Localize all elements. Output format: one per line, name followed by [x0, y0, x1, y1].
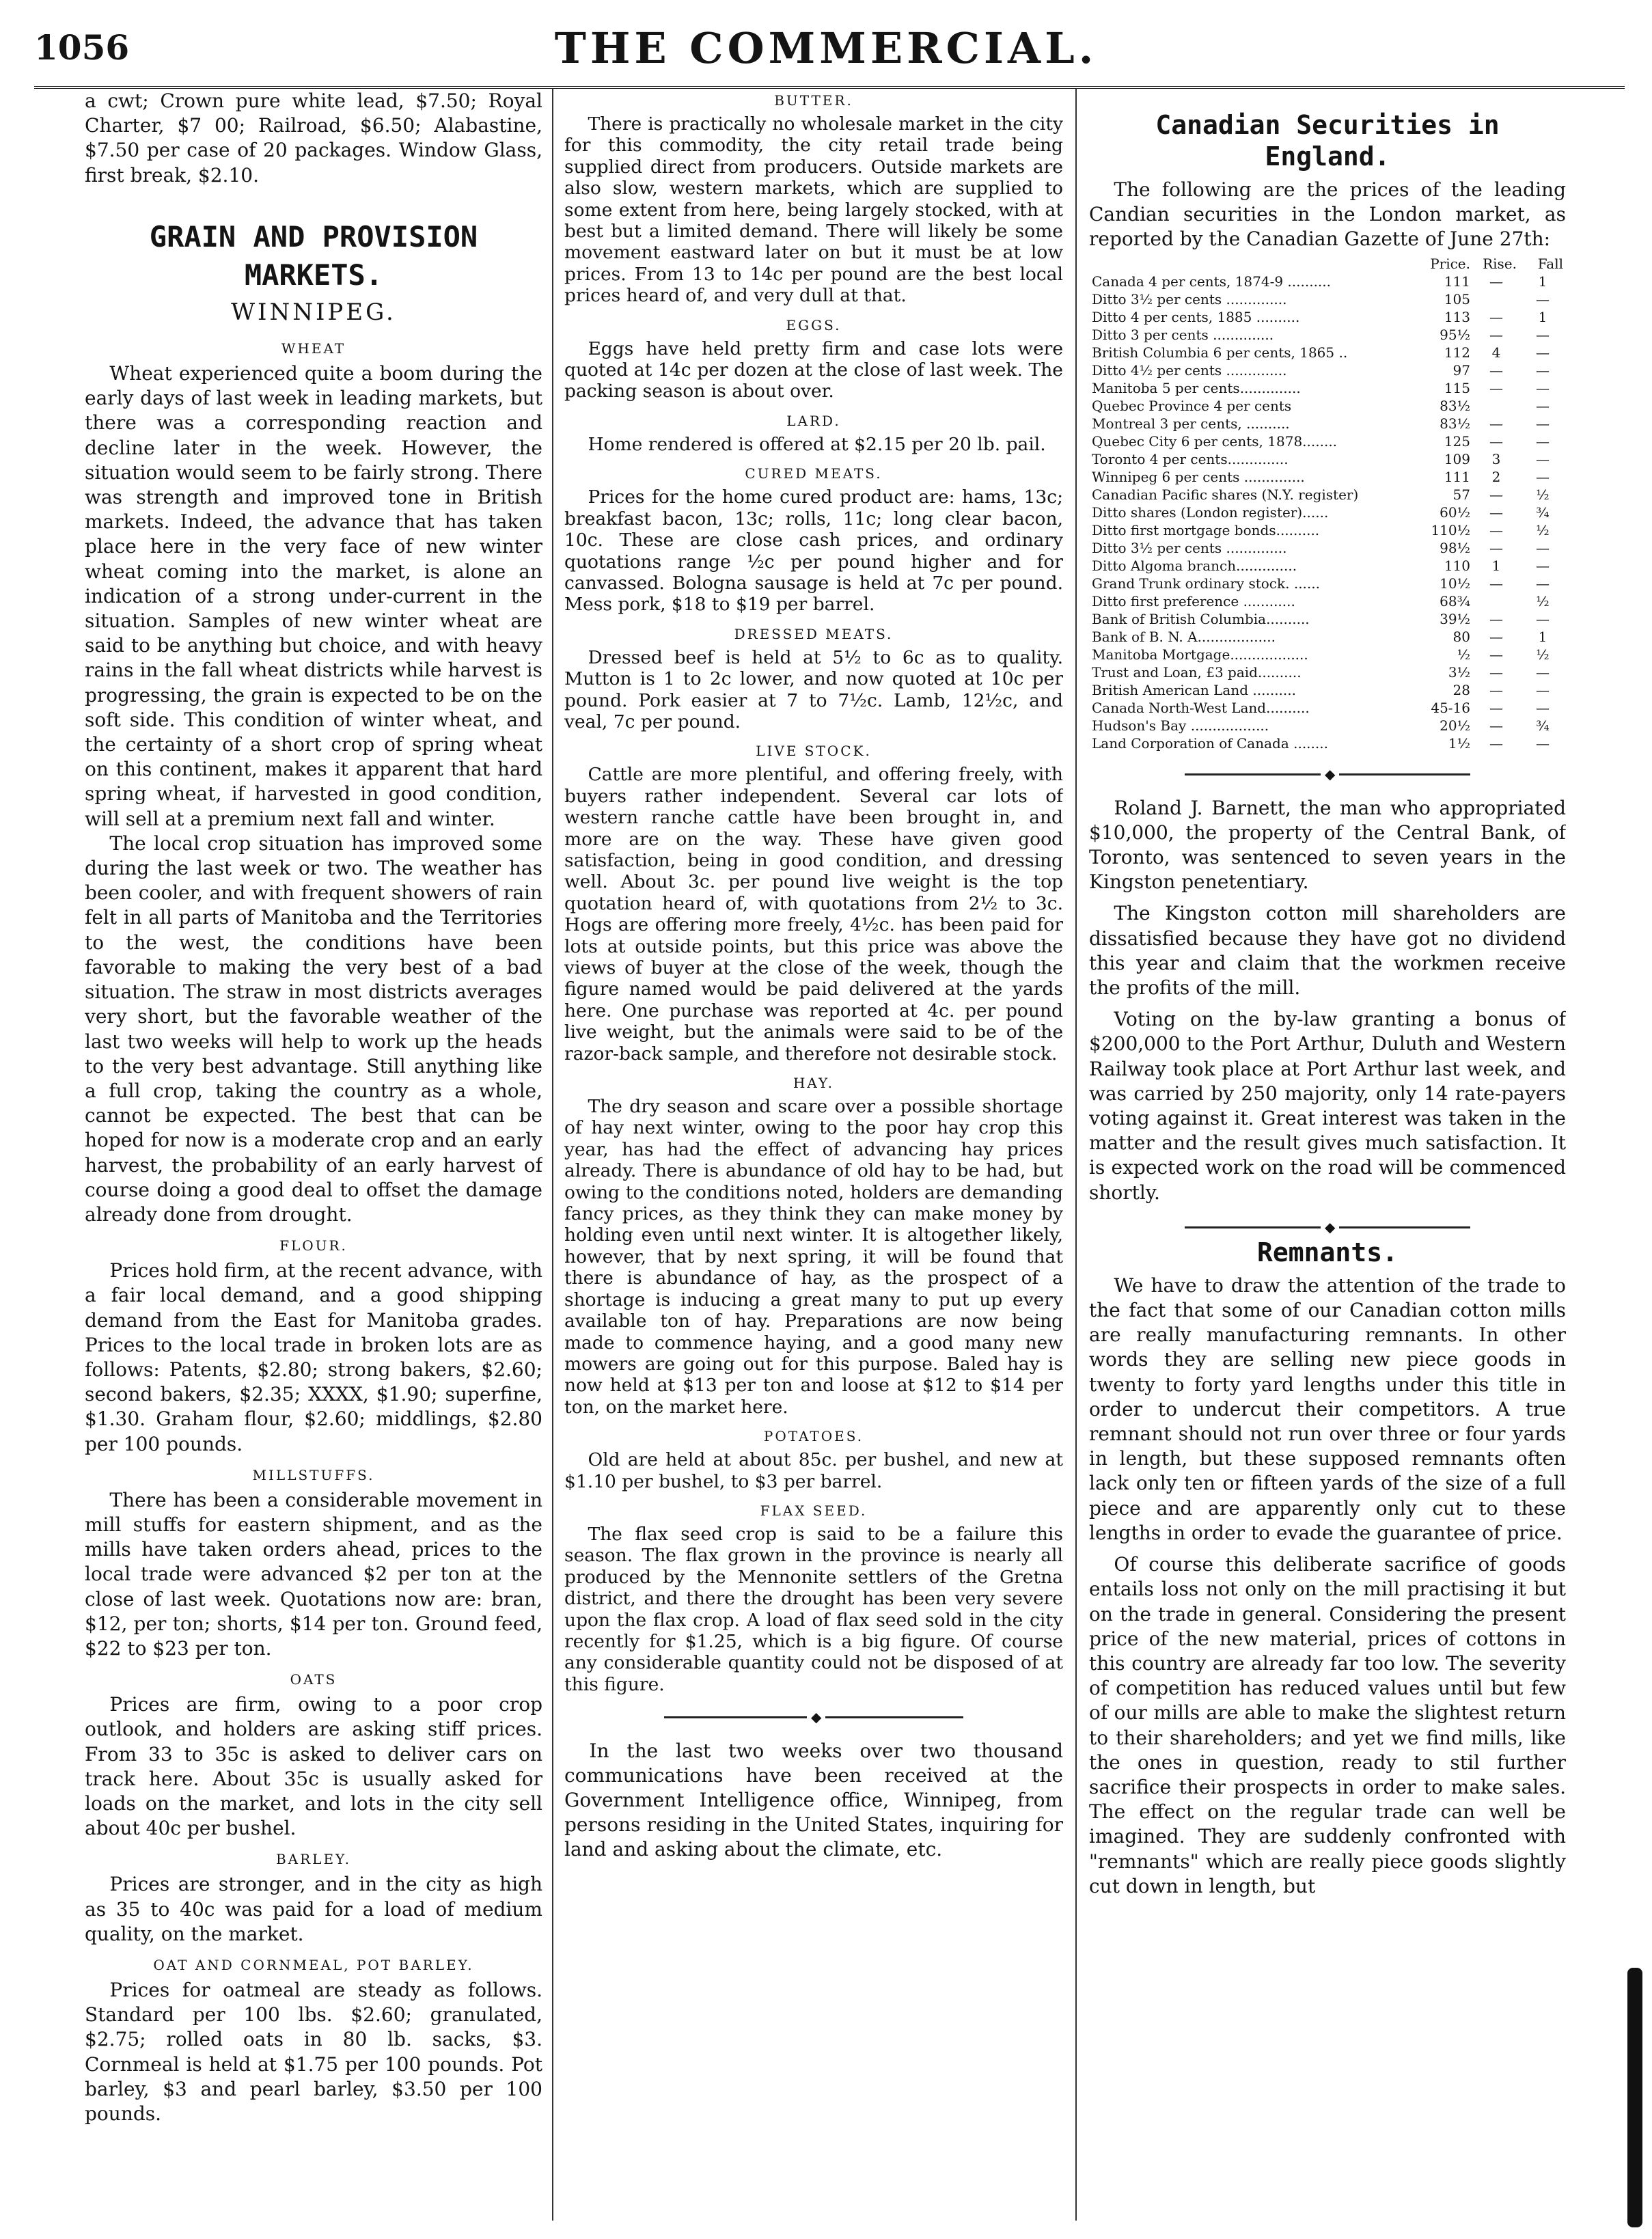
security-price: 110 — [1444, 557, 1470, 574]
security-price: 112 — [1444, 344, 1470, 361]
butter-heading: BUTTER. — [774, 92, 853, 109]
remnants-paragraph: Of course this deliberate sacrifice of goods entails loss not only on the mill practising it but on the trade in general. Considering the present price of the new material, prices of cottons in this country are already far too low. The severity of competition has reduced values until but few of our mills are able to make the slightest return to their shareholders; and yet we find mills, like the ones in question, ready to stil further sacrifice their prospects in order to make sales. The effect on the regular trade can well be imagined. They are suddenly confronted with "remnants" which are really piece goods slightly cut down in length, but — [1089, 1553, 1566, 1897]
security-name: Canadian Pacific shares (N.Y. register) — [1092, 486, 1359, 503]
security-fall: ½ — [1536, 486, 1550, 503]
flour-heading: FLOUR. — [279, 1237, 348, 1254]
security-name: British Columbia 6 per cents, 1865 .. — [1092, 344, 1348, 361]
security-name: Ditto 3 per cents .............. — [1092, 326, 1274, 343]
page-header — [0, 19, 1652, 94]
security-rise: — — [1489, 486, 1503, 503]
column-right — [1089, 89, 1566, 2221]
security-name: Ditto Algoma branch.............. — [1092, 557, 1297, 574]
security-rise: — — [1489, 539, 1503, 556]
flax-seed-heading: FLAX SEED. — [760, 1502, 868, 1519]
security-name: Winnipeg 6 per cents .............. — [1092, 468, 1305, 485]
security-price: 83½ — [1440, 397, 1470, 414]
kingston-paragraph: The Kingston cotton mill shareholders are dissatisfied because they have got no dividend this year and claim that the workmen receive the profits of the mill. — [1089, 902, 1566, 1000]
butter-paragraph: There is practically no wholesale market in the city for this commodity, the city retail trade being supplied direct from producers. Outside markets are also slow, western markets, which are supplied to some extent from here, being largely stocked, with at best but a limited demand. There will likely be some movement eastward later on but it must be at low prices. From 13 to 14c per pound are the best local prices heard of, and very dull at that. — [564, 113, 1063, 307]
security-fall: — — [1536, 699, 1550, 716]
securities-table — [1089, 255, 1566, 752]
security-name: Ditto 4½ per cents .............. — [1092, 361, 1287, 379]
scan-edge-mark — [1627, 1968, 1642, 2227]
security-fall: — — [1536, 290, 1550, 307]
flour-paragraph: Prices hold firm, at the recent advance, with a fair local demand, and a good shipping demand from the East for Manitoba grades. Prices to the local trade in broken lots are as follows: Patents, $2.80; strong bakers, $2.60; second bakers, $2.35; XXXX, $1.90; superfine, $1.30. Graham flour, $2.60; middlings, $2.80 per 100 pounds. — [85, 1259, 542, 1455]
securities-row — [1089, 379, 1566, 397]
securities-row — [1089, 326, 1566, 344]
hay-heading: HAY. — [793, 1075, 835, 1092]
hay-paragraph: The dry season and scare over a possible shortage of hay next winter, owing to the poor hay crop this year, has had the effect of advancing hay prices already. There is abundance of old hay to be had, but owing to the conditions noted, holders are demanding fancy prices, as they think they can make money by holding even until next winter. It is altogether likely, however, that by next spring, it will be found that there is abundance of hay, as the prospect of a shortage is inducing a great many to put up every available ton of hay. Preparations are now being made to commence haying, and a good many new mowers are going out for this purpose. Baled hay is now held at $13 per ton and loose at $12 to $14 per ton, on the market here. — [564, 1096, 1063, 1418]
column-divider — [1075, 89, 1077, 2221]
security-name: Bank of B. N. A.................. — [1092, 628, 1276, 645]
security-rise: — — [1489, 681, 1503, 698]
security-fall: ¾ — [1536, 504, 1550, 521]
security-price: 80 — [1453, 628, 1470, 645]
security-price: 39½ — [1440, 610, 1470, 627]
securities-row — [1089, 539, 1566, 557]
lard-paragraph: Home rendered is offered at $2.15 per 20 lb. pail. — [588, 433, 1046, 455]
securities-row — [1089, 504, 1566, 521]
column-middle — [564, 89, 1063, 2221]
security-rise: — — [1489, 379, 1503, 396]
securities-row — [1089, 734, 1566, 752]
security-rise: — — [1489, 663, 1503, 681]
securities-row — [1089, 273, 1566, 290]
dressed-meats-heading: DRESSED MEATS. — [734, 625, 894, 642]
security-rise — [1473, 397, 1519, 415]
section-divider — [1185, 1220, 1471, 1234]
securities-row — [1089, 592, 1566, 610]
barley-paragraph: Prices are stronger, and in the city as high as 35 to 40c was paid for a load of medium quality, on the market. — [85, 1873, 542, 1945]
security-name: Hudson's Bay .................. — [1092, 717, 1269, 734]
security-fall: ½ — [1536, 592, 1550, 609]
securities-row — [1089, 521, 1566, 539]
security-rise: — — [1489, 308, 1503, 325]
security-name: Ditto 4 per cents, 1885 .......... — [1092, 308, 1300, 325]
security-fall: 1 — [1538, 628, 1547, 645]
security-rise — [1473, 290, 1519, 308]
security-rise: — — [1489, 734, 1503, 752]
security-fall: — — [1536, 432, 1550, 450]
security-price: 28 — [1453, 681, 1470, 698]
crop-paragraph: The local crop situation has improved some during the last week or two. The weather has been cooler, and with frequent showers of rain felt in all parts of Manitoba and the Territories to the west, the conditions have been favorable to making the very best of a bad situation. The straw in most districts averages very short, but the favorable weather of the last two weeks will help to work up the heads to the very best advantage. Still anything like a full crop, taking the country as a whole, cannot be expected. The best that can be hoped for now is a moderate crop and an early harvest, the probability of an early harvest of course doing a good deal to offset the damage already done from drought. — [85, 832, 542, 1226]
security-price: 111 — [1444, 468, 1470, 485]
column-divider — [552, 89, 553, 2221]
section-title: GRAIN AND PROVISION MARKETS. — [149, 219, 478, 292]
security-price: ½ — [1457, 646, 1470, 663]
securities-row — [1089, 486, 1566, 504]
security-price: 97 — [1453, 361, 1470, 379]
security-rise: — — [1489, 646, 1503, 663]
security-fall: ½ — [1536, 521, 1550, 538]
cured-meats-paragraph: Prices for the home cured product are: hams, 13c; breakfast bacon, 13c; rolls, 11c; long clear bacon, 10c. These are close cash prices, and ordinary quotations range ½c per pound higher and for canvassed. Bologna sausage is held at 7c per pound. Mess pork, $18 to $19 per barrel. — [564, 486, 1063, 616]
security-price: 20½ — [1440, 717, 1470, 734]
oats-paragraph: Prices are firm, owing to a poor crop outlook, and holders are asking stiff prices. From 33 to 35c is asked to deliver cars on track here. About 35c is usually asked for loads on the market, and lots in the city sell about 40c per bushel. — [85, 1693, 542, 1840]
securities-row — [1089, 344, 1566, 361]
security-rise: 4 — [1491, 344, 1501, 361]
securities-row — [1089, 432, 1566, 450]
security-name: Bank of British Columbia.......... — [1092, 610, 1310, 627]
dressed-meats-paragraph: Dressed beef is held at 5½ to 6c as to quality. Mutton is 1 to 2c lower, and now quoted at 10c per pound. Pork easier at 7 to 7½c. Lamb, 12½c, and veal, 7c per pound. — [564, 646, 1063, 732]
security-fall: — — [1536, 734, 1550, 752]
journal-title: THE COMMERCIAL. — [554, 23, 1098, 73]
security-rise: — — [1489, 610, 1503, 627]
security-fall: — — [1536, 361, 1550, 379]
securities-row — [1089, 308, 1566, 326]
security-fall: — — [1536, 415, 1550, 432]
security-rise: 2 — [1491, 468, 1501, 485]
security-price: 60½ — [1440, 504, 1470, 521]
security-rise: — — [1489, 575, 1503, 592]
security-price: 115 — [1444, 379, 1470, 396]
security-fall: ½ — [1536, 646, 1550, 663]
eggs-heading: EGGS. — [786, 316, 842, 333]
security-price: 113 — [1444, 308, 1470, 325]
security-price: 1½ — [1448, 734, 1470, 752]
securities-row — [1089, 681, 1566, 699]
security-rise: — — [1489, 415, 1503, 432]
security-name: Ditto shares (London register)...... — [1092, 504, 1329, 521]
securities-row — [1089, 646, 1566, 663]
security-name: Ditto 3½ per cents .............. — [1092, 290, 1287, 307]
live-stock-heading: LIVE STOCK. — [756, 743, 872, 760]
millstuffs-heading: MILLSTUFFS. — [252, 1466, 375, 1483]
security-fall: — — [1536, 326, 1550, 343]
security-name: Ditto 3½ per cents .............. — [1092, 539, 1287, 556]
header-fall: Fall — [1537, 255, 1563, 272]
oatmeal-heading: OAT AND CORNMEAL, POT BARLEY. — [153, 1957, 474, 1973]
securities-row — [1089, 699, 1566, 717]
security-fall: — — [1536, 379, 1550, 396]
security-fall: — — [1536, 557, 1550, 574]
security-fall: ¾ — [1536, 717, 1550, 734]
remnants-paragraph: We have to draw the attention of the trade to the fact that some of our Canadian cotton mills are really manufacturing remnants. In other words they are selling new piece goods in twenty to forty yard lengths under this title in order to undercut their competitors. A true remnant should not run over three or four yards in length, but these supposed remnants often lack only ten or fifteen yards of the size of a full piece and are apparently only cut to these lengths in order to evade the guarantee of price. — [1089, 1274, 1566, 1544]
millstuffs-paragraph: There has been a considerable movement in mill stuffs for eastern shipment, and as the mills have taken orders ahead, prices to the local trade were advanced $2 per ton at the close of last week. Quotations now are: bran, $12, per ton; shorts, $14 per ton. Ground feed, $22 to $23 per ton. — [85, 1488, 542, 1660]
security-rise: — — [1489, 504, 1503, 521]
securities-row — [1089, 717, 1566, 734]
security-name: Quebec City 6 per cents, 1878........ — [1092, 432, 1338, 450]
securities-row — [1089, 290, 1566, 308]
barnett-paragraph: Roland J. Barnett, the man who appropriated $10,000, the property of the Central Bank, of Toronto, was sentenced to seven years in the Kingston penetentiary. — [1089, 796, 1566, 894]
section-divider — [664, 1710, 963, 1724]
security-fall: — — [1536, 344, 1550, 361]
security-price: 111 — [1444, 273, 1470, 290]
security-fall: — — [1536, 663, 1550, 681]
security-name: Montreal 3 per cents, .......... — [1092, 415, 1290, 432]
security-rise: — — [1489, 699, 1503, 716]
immigration-paragraph: In the last two weeks over two thousand communications have been received at the Government Intelligence office, Winnipeg, from persons residing in the United States, inquiring for land and asking about the climate, etc. — [564, 1740, 1063, 1861]
security-fall: 1 — [1538, 273, 1547, 290]
securities-row — [1089, 468, 1566, 486]
security-rise: — — [1489, 628, 1503, 645]
header-rise: Rise. — [1483, 255, 1517, 272]
security-price: 95½ — [1440, 326, 1470, 343]
securities-row — [1089, 610, 1566, 628]
section-divider — [1185, 767, 1471, 781]
oats-heading: OATS — [290, 1671, 338, 1688]
security-rise: — — [1489, 326, 1503, 343]
security-price: 83½ — [1440, 415, 1470, 432]
security-rise: — — [1489, 717, 1503, 734]
security-price: 110½ — [1431, 521, 1470, 538]
potatoes-heading: POTATOES. — [763, 1428, 864, 1445]
security-name: Trust and Loan, £3 paid.......... — [1092, 663, 1302, 681]
securities-row — [1089, 450, 1566, 468]
securities-title: Canadian Securities in England. — [1155, 110, 1500, 171]
securities-row — [1089, 663, 1566, 681]
security-fall: — — [1536, 575, 1550, 592]
security-name: British American Land .......... — [1092, 681, 1296, 698]
security-rise: — — [1489, 521, 1503, 538]
securities-table-header — [1089, 255, 1566, 273]
security-name: Grand Trunk ordinary stock. ...... — [1092, 575, 1320, 592]
securities-row — [1089, 557, 1566, 575]
securities-row — [1089, 397, 1566, 415]
security-rise: 1 — [1491, 557, 1501, 574]
security-fall: — — [1536, 539, 1550, 556]
place-heading: WINNIPEG. — [231, 298, 396, 326]
eggs-paragraph: Eggs have held pretty firm and case lots were quoted at 14c per dozen at the close of last week. The packing season is about over. — [564, 338, 1063, 402]
cured-meats-heading: CURED MEATS. — [745, 465, 883, 482]
security-rise: — — [1489, 361, 1503, 379]
security-name: Canada North-West Land.......... — [1092, 699, 1310, 716]
security-fall: — — [1536, 450, 1550, 467]
security-price: 68¾ — [1440, 592, 1470, 609]
voting-paragraph: Voting on the by-law granting a bonus of $200,000 to the Port Arthur, Duluth and Western Railway took place at Port Arthur last week, and was carried by 250 majority, only 14 rate-payers voting against it. Great interest was taken in the matter and the result gives much satisfaction. It is expected work on the road will be commenced shortly. — [1089, 1008, 1566, 1204]
security-price: 57 — [1453, 486, 1470, 503]
security-price: 3½ — [1448, 663, 1470, 681]
security-fall: — — [1536, 610, 1550, 627]
security-name: Ditto first mortgage bonds.......... — [1092, 521, 1320, 538]
security-price: 98½ — [1440, 539, 1470, 556]
security-name: Quebec Province 4 per cents — [1092, 397, 1292, 414]
paint-prices-paragraph: a cwt; Crown pure white lead, $7.50; Royal Charter, $7 00; Railroad, $6.50; Alabastine, $7.50 per case of 20 packages. Window Glass, first break, $2.10. — [85, 90, 542, 187]
oatmeal-paragraph: Prices for oatmeal are steady as follows. Standard per 100 lbs. $2.60; granulated, $2.75; rolled oats in 80 lb. sacks, $3. Cornmeal is held at $1.75 per 100 pounds. Pot barley, $3 and pearl barley, $3.50 per 100 pounds. — [85, 1979, 542, 2126]
column-left — [85, 89, 542, 2221]
security-price: 10½ — [1440, 575, 1470, 592]
security-rise — [1473, 592, 1519, 610]
securities-row — [1089, 415, 1566, 432]
securities-row — [1089, 575, 1566, 592]
wheat-paragraph: Wheat experienced quite a boom during the early days of last week in leading markets, but there was a corresponding reaction and decline later in the week. However, the situation would seem to be fairly strong. There was strength and improved tone in British markets. Indeed, the advance that has taken place here in the very face of new winter wheat coming into the market, is alone an indication of a strong under-current in the situation. Samples of new winter wheat are said to be anything but choice, and with heavy rains in the fall wheat districts while harvest is progressing, the grain is expected to be on the soft side. This condition of winter wheat, and the certainty of a short crop of spring wheat on this continent, makes it apparent that hard spring wheat, if harvested in good condition, will sell at a premium next fall and winter. — [85, 362, 542, 830]
potatoes-paragraph: Old are held at about 85c. per bushel, and new at $1.10 per bushel, to $3 per barrel. — [564, 1449, 1063, 1492]
securities-row — [1089, 628, 1566, 646]
remnants-title: Remnants. — [1257, 1237, 1398, 1267]
security-fall: — — [1536, 468, 1550, 485]
security-price: 105 — [1444, 290, 1470, 307]
securities-intro: The following are the prices of the leading Candian securities in the London market, as reported by the Canadian Gazette of June 27th: — [1089, 178, 1566, 251]
securities-row — [1089, 361, 1566, 379]
security-rise: — — [1489, 273, 1503, 290]
security-price: 125 — [1444, 432, 1470, 450]
security-price: 45-16 — [1431, 699, 1470, 716]
flax-seed-paragraph: The flax seed crop is said to be a failure this season. The flax grown in the province is nearly all produced by the Mennonite settlers of the Gretna district, and there the drought has been very severe upon the flax crop. A load of flax seed sold in the city recently for $1.25, which is a big figure. Of course any considerable quantity could not be disposed of at this figure. — [564, 1523, 1063, 1695]
lard-heading: LARD. — [786, 412, 841, 429]
page-number: 1056 — [34, 27, 130, 68]
security-name: Manitoba Mortgage.................. — [1092, 646, 1308, 663]
security-name: Manitoba 5 per cents.............. — [1092, 379, 1301, 396]
security-name: Toronto 4 per cents.............. — [1092, 450, 1289, 467]
header-price: Price. — [1430, 255, 1470, 272]
security-name: Ditto first preference ............ — [1092, 592, 1295, 609]
security-rise: — — [1489, 432, 1503, 450]
security-rise: 3 — [1491, 450, 1501, 467]
security-fall: 1 — [1538, 308, 1547, 325]
security-name: Land Corporation of Canada ........ — [1092, 734, 1328, 752]
security-fall: — — [1536, 681, 1550, 698]
security-name: Canada 4 per cents, 1874-9 .......... — [1092, 273, 1331, 290]
live-stock-paragraph: Cattle are more plentiful, and offering freely, with buyers rather independent. Several car lots of western ranche cattle have been brought in, and more are on the way. These have given good satisfaction, being in good condition, and dressing well. About 3c. per pound live weight is the top quotation heard of, with quotations from 2½ to 3c. Hogs are offering more freely, 4½c. has been paid for lots at outside points, but this price was above the views of buyer at the close of the week, though the figure named would be paid delivered at the yards here. One purchase was reported at 4c. per pound live weight, but the animals were said to be of the razor-back sample, and therefore not desirable stock. — [564, 764, 1063, 1064]
wheat-heading: WHEAT — [281, 340, 346, 357]
security-fall: — — [1536, 397, 1550, 414]
security-price: 109 — [1444, 450, 1470, 467]
barley-heading: BARLEY. — [275, 1851, 352, 1868]
